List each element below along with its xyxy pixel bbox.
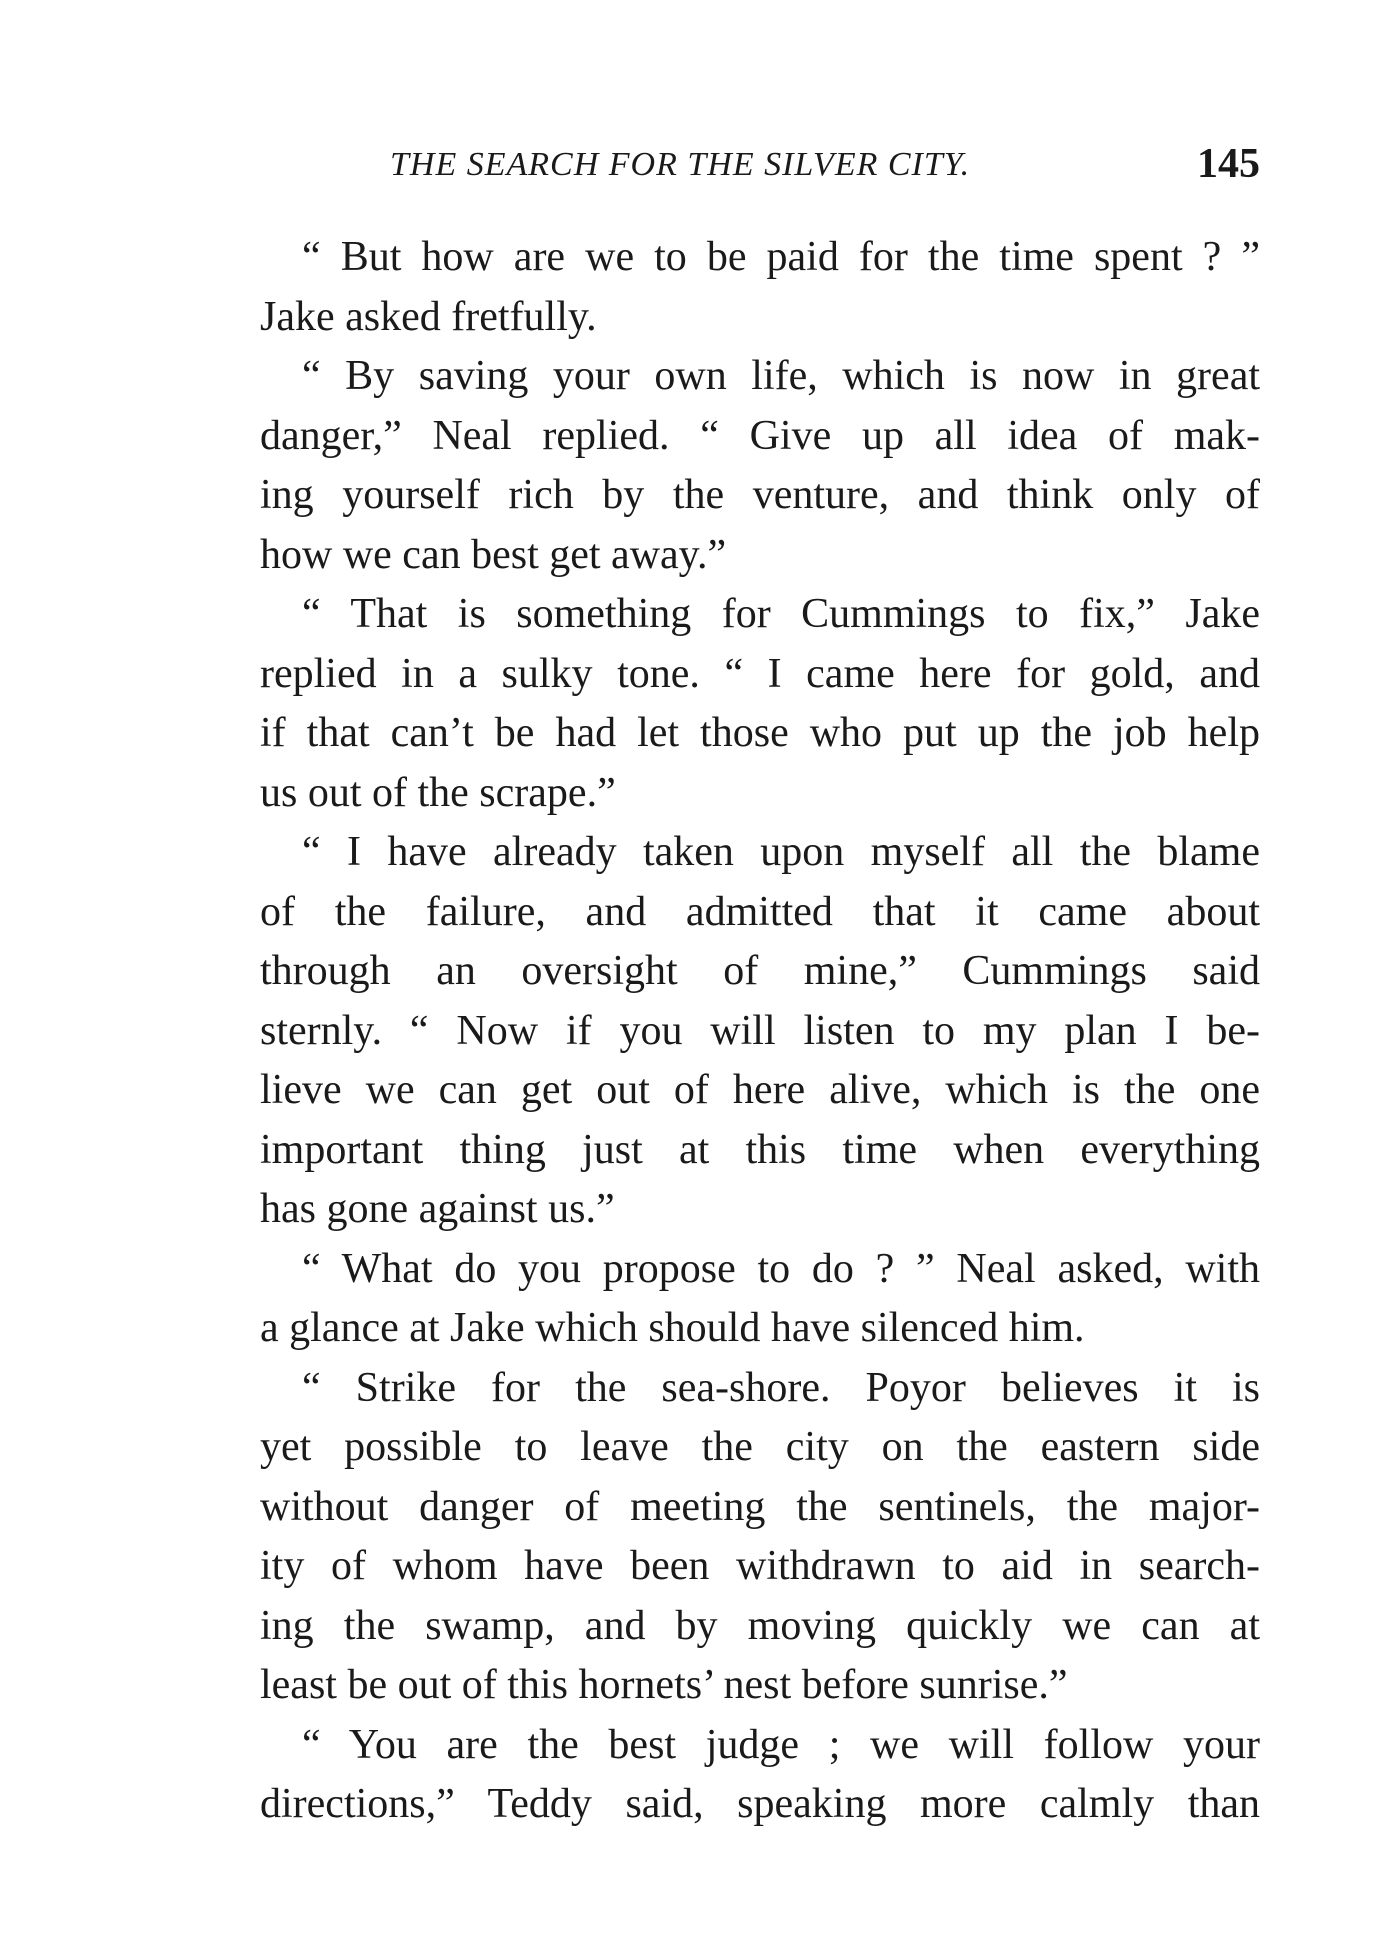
- page-number: 145: [1197, 141, 1260, 187]
- text-line: ing the swamp, and by moving quickly we can at: [260, 1602, 1260, 1649]
- text-line: Jake asked fretfully.: [260, 293, 597, 340]
- text-line: least be out of this hornets’ nest before sunrise.”: [260, 1662, 1068, 1708]
- text-line: danger,” Neal replied. “ Give up all idea of mak-: [260, 412, 1260, 459]
- running-title: THE SEARCH FOR THE SILVER CITY.: [390, 146, 971, 183]
- text-line: a glance at Jake which should have silenced him.: [260, 1305, 1085, 1351]
- text-line: “ I have already taken upon myself all the blame: [302, 829, 1260, 875]
- text-line: us out of the scrape.”: [260, 769, 616, 816]
- body-text: [260, 228, 1260, 1835]
- text-line: replied in a sulky tone. “ I came here for gold, and: [260, 650, 1260, 697]
- text-line: has gone against us.”: [260, 1186, 615, 1232]
- text-line: ing yourself rich by the venture, and think only of: [260, 472, 1260, 518]
- text-line: “ Strike for the sea-shore. Poyor believes it is: [302, 1364, 1260, 1411]
- text-line: yet possible to leave the city on the eastern side: [260, 1424, 1260, 1470]
- text-line: through an oversight of mine,” Cummings said: [260, 948, 1260, 994]
- text-line: “ But how are we to be paid for the time spent ? ”: [302, 234, 1260, 280]
- text-line: lieve we can get out of here alive, which is the one: [260, 1067, 1260, 1113]
- text-line: if that can’t be had let those who put up the job help: [260, 710, 1260, 756]
- text-line: directions,” Teddy said, speaking more calmly than: [260, 1781, 1260, 1827]
- text-line: “ What do you propose to do ? ” Neal asked, with: [302, 1245, 1260, 1292]
- text-line: ity of whom have been withdrawn to aid in search-: [260, 1543, 1260, 1589]
- text-line: “ By saving your own life, which is now in great: [302, 353, 1260, 399]
- text-line: without danger of meeting the sentinels, the major-: [260, 1483, 1260, 1530]
- page-header: [260, 140, 1260, 200]
- text-line: how we can best get away.”: [260, 531, 727, 578]
- text-line: sternly. “ Now if you will listen to my plan I be-: [260, 1007, 1260, 1054]
- text-line: of the failure, and admitted that it came about: [260, 888, 1260, 935]
- text-line: “ That is something for Cummings to fix,” Jake: [302, 591, 1260, 637]
- text-line: “ You are the best judge ; we will follow your: [302, 1721, 1260, 1768]
- text-line: important thing just at this time when everything: [260, 1126, 1260, 1173]
